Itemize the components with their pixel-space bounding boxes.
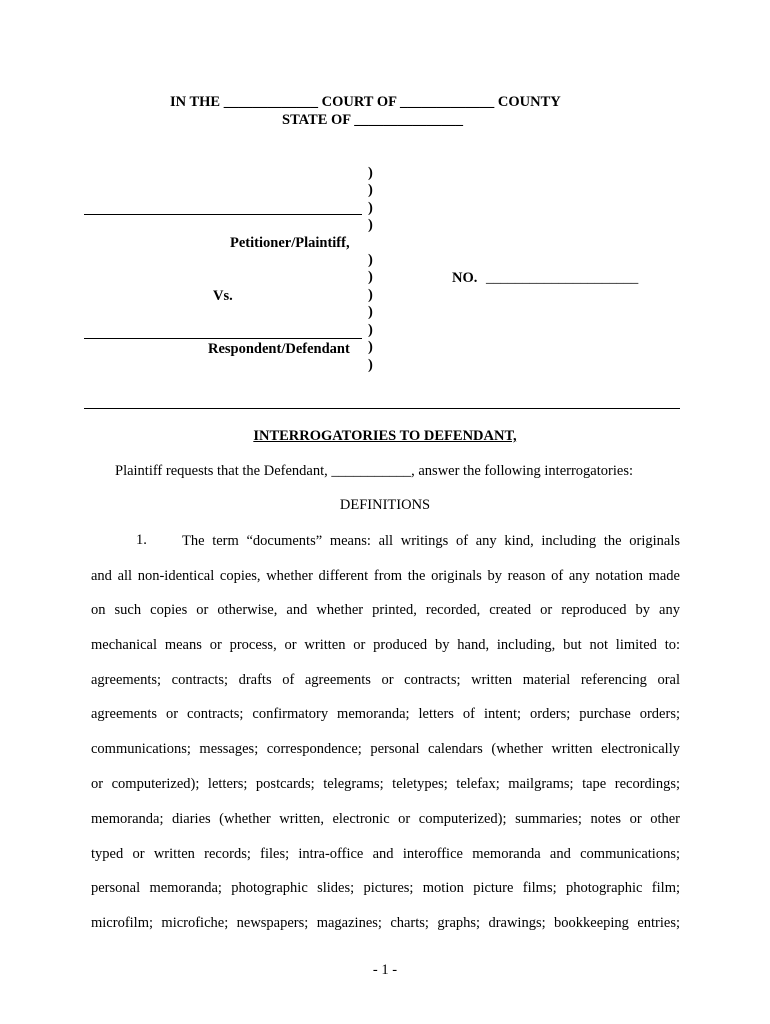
caption-paren: ) <box>368 287 373 303</box>
definition-line: or computerized); letters; postcards; telegrams; teletypes; telefax; mailgrams; tape recordings; <box>91 776 680 792</box>
versus-label: Vs. <box>213 288 233 304</box>
definition-line: microfilm; microfiche; newspapers; magazines; charts; graphs; drawings; bookkeeping entries; <box>91 915 680 931</box>
case-number-label: NO. <box>452 270 478 286</box>
definition-line: memoranda; diaries (whether written, electronic or computerized); summaries; notes or other <box>91 811 680 827</box>
definition-line: The term “documents” means: all writings of any kind, including the originals <box>182 533 680 549</box>
definitions-heading: DEFINITIONS <box>339 497 431 513</box>
definition-line: typed or written records; files; intra-office and interoffice memoranda and communications; <box>91 846 680 862</box>
caption-paren: ) <box>368 357 373 373</box>
caption-paren: ) <box>368 252 373 268</box>
respondent-name-line <box>84 338 362 339</box>
intro-paragraph: Plaintiff requests that the Defendant, ___________, answer the following interrogatories: <box>115 463 633 479</box>
caption-paren: ) <box>368 322 373 338</box>
case-number-blank: _____________________ <box>486 270 639 286</box>
definition-line: on such copies or otherwise, and whether printed, recorded, created or reproduced by any <box>91 602 680 618</box>
document-title: INTERROGATORIES TO DEFENDANT, <box>253 428 517 444</box>
caption-paren: ) <box>368 165 373 181</box>
caption-paren: ) <box>368 304 373 320</box>
caption-paren: ) <box>368 217 373 233</box>
respondent-label: Respondent/Defendant <box>208 341 350 357</box>
definition-line: agreements; contracts; drafts of agreements or contracts; written material referencing oral <box>91 672 680 688</box>
definition-line: personal memoranda; photographic slides; pictures; motion picture films; photographic film; <box>91 880 680 896</box>
page-number: - 1 - <box>372 962 398 978</box>
petitioner-label: Petitioner/Plaintiff, <box>230 235 350 251</box>
caption-divider <box>84 408 680 409</box>
court-header-line2: STATE OF _______________ <box>282 112 463 128</box>
definition-line: mechanical means or process, or written or produced by hand, including, but not limited to: <box>91 637 680 653</box>
definition-line: communications; messages; correspondence; personal calendars (whether written electronically <box>91 741 680 757</box>
caption-paren: ) <box>368 182 373 198</box>
caption-paren: ) <box>368 339 373 355</box>
caption-paren: ) <box>368 269 373 285</box>
definition-line: and all non-identical copies, whether different from the originals by reason of any notation made <box>91 568 680 584</box>
item-number: 1. <box>136 532 147 548</box>
caption-paren: ) <box>368 200 373 216</box>
definition-line: agreements or contracts; confirmatory memoranda; letters of intent; orders; purchase orders; <box>91 706 680 722</box>
petitioner-name-line <box>84 214 362 215</box>
court-header-line1: IN THE _____________ COURT OF _____________ COUNTY <box>170 94 561 110</box>
